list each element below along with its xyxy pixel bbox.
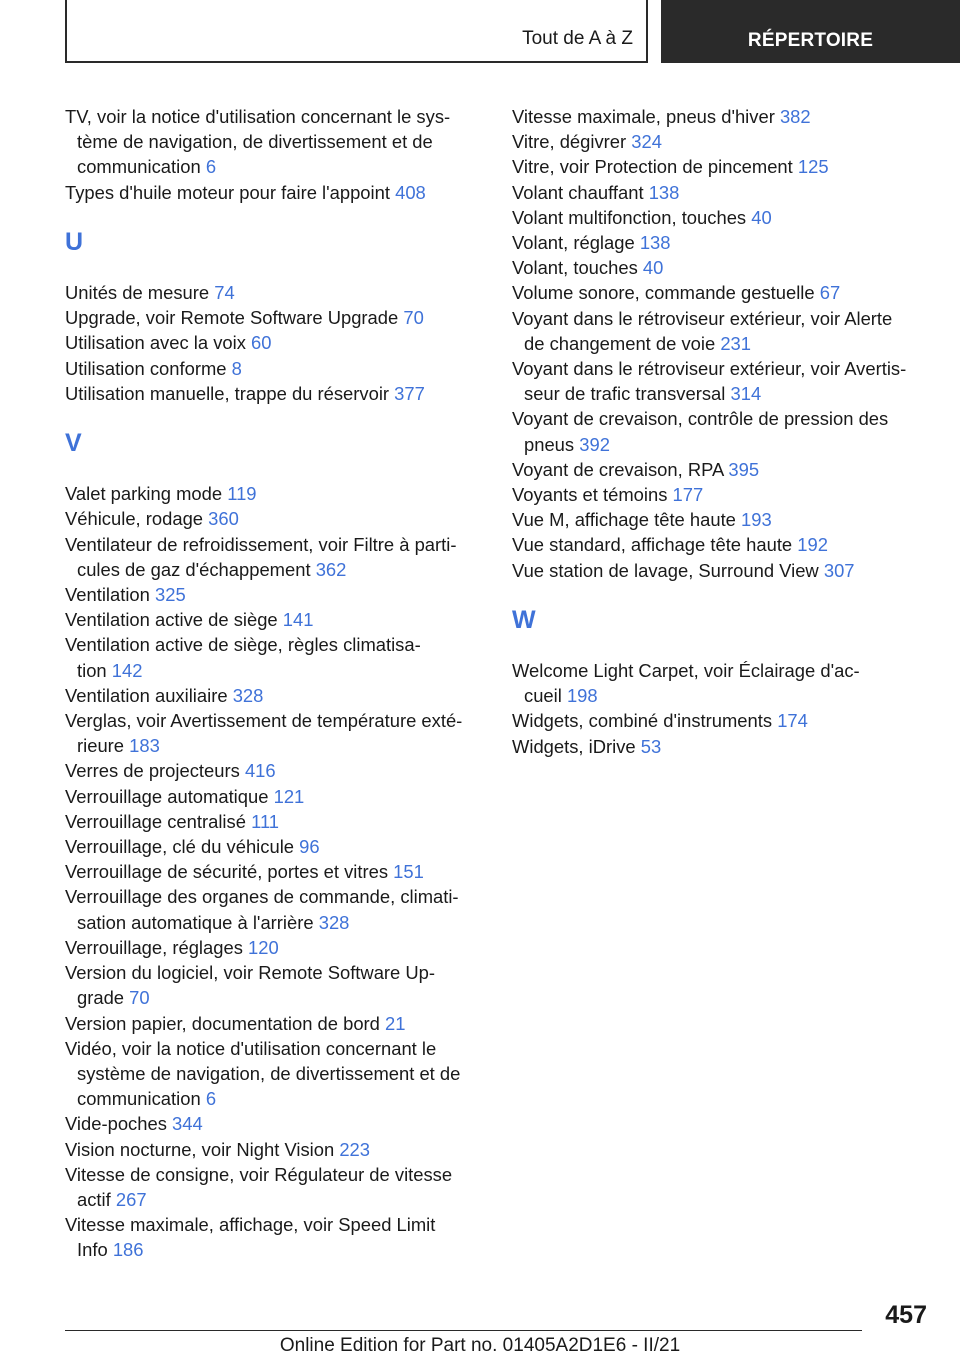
index-entry-text: Vue station de lavage, Surround View [512, 559, 819, 581]
index-entry [65, 481, 479, 506]
page-reference-link[interactable]: 186 [112, 1239, 144, 1261]
page-reference-link[interactable]: 138 [639, 232, 671, 254]
index-entry [65, 532, 479, 582]
index-entry-text: Ventilateur de refroidissement, voir Filtre à parti‐ cules de gaz d'échappement [65, 533, 457, 580]
index-entry-text: Vision nocturne, voir Night Vision [65, 1138, 335, 1160]
index-entry-text: Voyant de crevaison, contrôle de pression des pneus [512, 408, 889, 455]
index-entry [65, 330, 479, 355]
index-entry-text: Vitre, dégivrer [512, 131, 627, 153]
index-entry-text: Verres de projecteurs [65, 760, 240, 782]
index-entry [512, 230, 926, 255]
index-entry-text: Vide-poches [65, 1113, 167, 1135]
index-left-column [65, 104, 479, 1263]
index-entry [65, 960, 479, 1010]
index-entry [65, 1162, 479, 1212]
index-entry [512, 658, 926, 708]
footer-divider [65, 1330, 862, 1331]
index-entry [65, 834, 479, 859]
index-entry [65, 683, 479, 708]
index-entry-text: Vitesse maximale, pneus d'hiver [512, 106, 775, 127]
index-entry-text: Voyants et témoins [512, 484, 668, 506]
index-entry [512, 457, 926, 482]
page-reference-link[interactable]: 74 [214, 282, 235, 304]
index-entry [65, 180, 479, 205]
index-entry-text: Verrouillage, clé du véhicule [65, 836, 295, 858]
page-reference-link[interactable]: 362 [315, 558, 347, 580]
index-entry-text: Vidéo, voir la notice d'utilisation concernant le système de navigation, de divertissement et de communication [65, 1037, 461, 1110]
page-reference-link[interactable]: 328 [232, 684, 264, 706]
index-entry-text: Volume sonore, commande gestuelle [512, 282, 815, 304]
index-entry [65, 607, 479, 632]
index-section-letter: V [65, 429, 82, 458]
index-entry-text: Welcome Light Carpet, voir Éclairage d'ac‐ cueil [512, 660, 860, 707]
index-entry-text: Types d'huile moteur pour faire l'appoint [65, 181, 390, 203]
index-entry [65, 758, 479, 783]
index-entry [512, 180, 926, 205]
page-reference-link[interactable]: 395 [728, 458, 760, 480]
index-entry-text: Voyant dans le rétroviseur extérieur, voir Avertis‐ seur de trafic transversal [512, 358, 907, 405]
index-entry [65, 356, 479, 381]
index-entry [512, 356, 926, 406]
page-reference-link[interactable]: 307 [823, 559, 855, 581]
index-entry [512, 104, 926, 129]
index-entry [512, 482, 926, 507]
page-reference-link[interactable]: 267 [115, 1188, 147, 1210]
index-entry [65, 1011, 479, 1036]
index-entry-text: Widgets, iDrive [512, 735, 636, 757]
page-reference-link[interactable]: 70 [129, 987, 150, 1009]
index-entry-text: Vue standard, affichage tête haute [512, 534, 793, 556]
index-entry [512, 708, 926, 733]
index-entry-text: Volant multifonction, touches [512, 206, 747, 228]
index-entry-text: Verrouillage, réglages [65, 936, 243, 958]
page-reference-link[interactable]: 111 [251, 810, 280, 832]
page-reference-link[interactable]: 67 [819, 282, 841, 304]
index-entry [65, 1036, 479, 1112]
page-reference-link[interactable]: 183 [129, 735, 160, 757]
page-reference-link[interactable]: 344 [172, 1113, 203, 1135]
index-entry-text: Vue M, affichage tête haute [512, 509, 736, 531]
page-reference-link[interactable]: 142 [111, 659, 143, 681]
page-reference-link[interactable]: 70 [403, 307, 424, 329]
header-tab [65, 0, 648, 63]
page-reference-link[interactable]: 40 [642, 257, 664, 279]
page-reference-link[interactable]: 231 [720, 332, 752, 354]
index-entry-text: Version papier, documentation de bord [65, 1012, 380, 1034]
page-reference-link[interactable]: 21 [385, 1012, 406, 1034]
page-number: 457 [885, 1301, 927, 1329]
index-entry [65, 1111, 479, 1136]
index-entry-text: Ventilation [65, 584, 150, 606]
page-reference-link[interactable]: 138 [648, 181, 680, 203]
index-entry-text: Verrouillage automatique [65, 785, 269, 807]
index-entry [65, 632, 479, 682]
footer-edition-text: Online Edition for Part no. 01405A2D1E6 - II/21 [279, 1335, 681, 1356]
index-entry-text: Vitesse de consigne, voir Régulateur de vitesse actif [65, 1163, 453, 1210]
header-tab-label: Tout de A à Z [522, 28, 633, 49]
page-reference-link[interactable]: 223 [339, 1138, 371, 1160]
index-entry-text: Utilisation manuelle, trappe du réservoir [65, 382, 390, 404]
index-entry [65, 884, 479, 934]
index-entry [512, 154, 926, 179]
index-entry [512, 734, 926, 759]
index-entry-text: Voyant de crevaison, RPA [512, 458, 724, 480]
index-entry [512, 558, 926, 583]
index-entry [65, 381, 479, 406]
index-entry-text: Ventilation active de siège, règles climatisa‐ tion [65, 634, 421, 681]
index-entry-text: Ventilation active de siège [65, 609, 278, 631]
page-reference-link[interactable]: 174 [777, 710, 808, 732]
index-entry-text: Version du logiciel, voir Remote Software Up‐ grade [65, 962, 436, 1009]
index-entry-text: Voyant dans le rétroviseur extérieur, voir Alerte de changement de voie [512, 307, 893, 354]
page-reference-link[interactable]: 141 [282, 609, 314, 631]
header-section-banner [661, 0, 960, 63]
page-reference-link[interactable]: 6 [205, 156, 217, 178]
index-entry-text: Verrouillage centralisé [65, 810, 246, 832]
index-entry [65, 506, 479, 531]
index-entry [512, 507, 926, 532]
index-entry [512, 306, 926, 356]
index-entry [512, 205, 926, 230]
index-entry [65, 1212, 479, 1262]
index-entry [512, 406, 926, 456]
page-reference-link[interactable]: 177 [672, 484, 704, 506]
page-reference-link[interactable]: 392 [579, 433, 610, 455]
page-reference-link[interactable]: 40 [751, 206, 772, 228]
page-reference-link[interactable]: 198 [566, 685, 598, 707]
index-entry [65, 1137, 479, 1162]
index-entry [65, 935, 479, 960]
page-reference-link[interactable]: 119 [227, 483, 257, 505]
index-entry-text: Volant, réglage [512, 232, 635, 254]
index-entry-text: Verrouillage de sécurité, portes et vitres [65, 861, 389, 883]
page-reference-link[interactable]: 382 [779, 106, 811, 127]
index-entry [65, 582, 479, 607]
page-reference-link[interactable]: 125 [797, 156, 829, 178]
index-entry [512, 129, 926, 154]
index-entry-text: Utilisation avec la voix [65, 332, 246, 354]
index-entry-text: Utilisation conforme [65, 357, 227, 379]
index-entry-text: Verglas, voir Avertissement de température exté‐ rieure [65, 710, 463, 757]
index-right-column [512, 104, 926, 759]
index-entry-text: Widgets, combiné d'instruments [512, 710, 773, 732]
page-reference-link[interactable]: 6 [205, 1088, 217, 1110]
index-entry-text: Véhicule, rodage [65, 508, 204, 530]
index-entry [512, 280, 926, 305]
page-reference-link[interactable]: 360 [208, 508, 239, 530]
index-entry [65, 280, 479, 305]
index-entry-text: TV, voir la notice d'utilisation concernant le sys‐ tème de navigation, de divertissement et de communication [65, 106, 451, 178]
index-entry [65, 809, 479, 834]
index-entry [65, 708, 479, 758]
page-reference-link[interactable]: 328 [318, 911, 350, 933]
index-entry-text: Valet parking mode [65, 483, 223, 505]
index-entry [65, 784, 479, 809]
page-reference-link[interactable]: 416 [244, 760, 276, 782]
index-entry [512, 255, 926, 280]
index-entry [512, 532, 926, 557]
index-entry-text: Volant, touches [512, 257, 638, 279]
page-reference-link[interactable]: 96 [299, 836, 320, 858]
page-reference-link[interactable]: 193 [741, 509, 772, 531]
page-reference-link[interactable]: 53 [640, 735, 662, 757]
index-entry-text: Unités de mesure [65, 282, 210, 304]
index-section-letter: W [512, 605, 536, 634]
index-entry [65, 104, 479, 180]
page-reference-link[interactable]: 60 [251, 332, 272, 354]
page-reference-link[interactable]: 8 [231, 357, 242, 379]
page-reference-link[interactable]: 120 [248, 936, 279, 958]
index-entry-text: Vitre, voir Protection de pincement [512, 156, 793, 178]
index-entry-text: Upgrade, voir Remote Software Upgrade [65, 307, 399, 329]
page-reference-link[interactable]: 314 [730, 383, 762, 405]
index-entry-text: Vitesse maximale, affichage, voir Speed Limit Info [65, 1214, 436, 1261]
page-reference-link[interactable]: 324 [631, 131, 662, 153]
page-reference-link[interactable]: 377 [394, 382, 425, 404]
index-entry-text: Ventilation auxiliaire [65, 684, 228, 706]
page-reference-link[interactable]: 151 [393, 861, 424, 883]
index-entry [65, 859, 479, 884]
index-entry [65, 305, 479, 330]
index-entry-text: Volant chauffant [512, 181, 644, 203]
index-section-letter: U [65, 227, 84, 256]
index-entry-text: Verrouillage des organes de commande, climati‐ sation automatique à l'arrière [65, 886, 459, 933]
header-section-label: RÉPERTOIRE [747, 30, 874, 51]
page-reference-link[interactable]: 408 [395, 181, 426, 203]
page-reference-link[interactable]: 192 [797, 534, 828, 556]
page-reference-link[interactable]: 121 [273, 785, 305, 807]
page-reference-link[interactable]: 325 [155, 584, 186, 606]
